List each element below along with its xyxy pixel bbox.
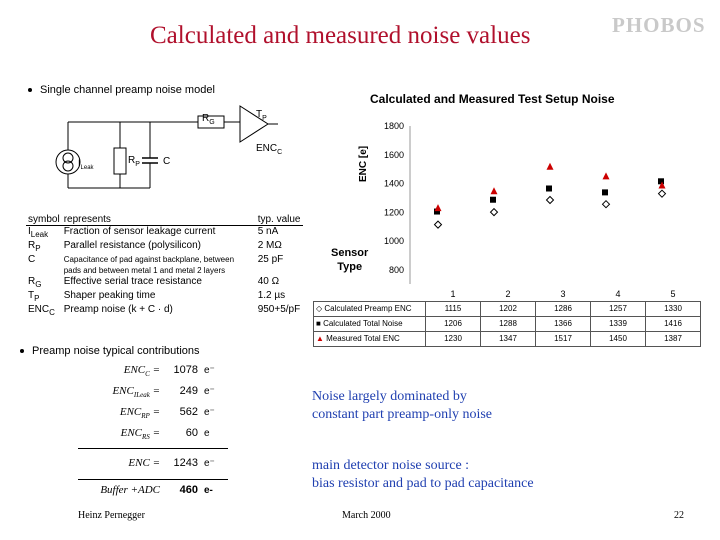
data-point-calculated-total (602, 189, 608, 195)
x-tick-label: 4 (591, 287, 646, 302)
contribution-total-row: ENC = 1243 e⁻ (78, 457, 228, 480)
legend-entry (314, 332, 426, 347)
parameter-table (26, 214, 303, 318)
y-tick-label: 1800 (383, 121, 404, 131)
slide-title: Calculated and measured noise values (150, 22, 531, 49)
page-number: 22 (674, 510, 684, 521)
legend-label: Calculated Total Noise (323, 319, 403, 328)
table-row: $I_{Leak}$ Fraction of sensor leakage current 5 nA (28, 226, 279, 239)
footer-date: March 2000 (342, 510, 391, 521)
data-value-cell: 1286 (536, 302, 591, 317)
chart-data-table (313, 287, 701, 347)
data-point-calculated-preamp (603, 201, 610, 208)
contributions-block (78, 364, 228, 506)
contribution-row: $ENC_{RP}$ = 562 e⁻ (119, 406, 215, 421)
data-point-calculated-total (658, 178, 664, 184)
data-point-measured-total (547, 163, 554, 170)
x-tick-label: 5 (646, 287, 701, 302)
data-value-cell: 1339 (591, 317, 646, 332)
data-point-measured-total (491, 187, 498, 194)
y-axis-label: ENC [e] (358, 145, 369, 182)
chart-series-row (314, 302, 701, 317)
legend-entry (314, 302, 426, 317)
data-point-calculated-preamp (435, 221, 442, 228)
phobos-logo: PHOBOS (612, 13, 706, 37)
plot-area (384, 121, 666, 284)
data-value-cell: 1416 (646, 317, 701, 332)
data-value-cell: 1387 (646, 332, 701, 347)
note-main-noise-source: main detector noise source : bias resistor and pad to pad capacitance (312, 458, 534, 491)
ileak-label: $I_{Leak}$ (78, 158, 94, 171)
buffer-adc-row: Buffer +ADC 460 e- (100, 484, 213, 496)
legend-entry (314, 317, 426, 332)
data-value-cell: 1450 (591, 332, 646, 347)
y-tick-label: 1400 (383, 178, 404, 189)
data-point-calculated-preamp (659, 190, 666, 197)
data-value-cell: 1517 (536, 332, 591, 347)
current-source-icon (56, 150, 80, 174)
legend-marker-icon: ■ (316, 319, 324, 328)
bullet-icon (20, 349, 24, 353)
contribution-row: $ENC_{ILeak}$ = 249 e⁻ (112, 385, 215, 400)
data-point-calculated-total (546, 185, 552, 191)
y-tick-label: 1200 (383, 207, 404, 218)
data-point-measured-total (435, 204, 442, 211)
header-represents: represents (62, 214, 256, 226)
chart-series-row (314, 317, 701, 332)
contributions-heading-text: Preamp noise typical contributions (32, 345, 200, 357)
data-point-calculated-preamp (491, 209, 498, 216)
data-value-cell: 1330 (646, 302, 701, 317)
contribution-row: $ENC_{RS}$ = 60 e (78, 427, 228, 449)
data-value-cell: 1202 (481, 302, 536, 317)
header-typ-value: typ. value (257, 214, 301, 225)
legend-label: Measured Total ENC (326, 334, 400, 343)
header-symbol: symbol (28, 214, 60, 225)
c-label: C (163, 156, 171, 167)
x-tick-label: 2 (481, 287, 536, 302)
chart-series-row (314, 332, 701, 347)
y-tick-label: 1600 (383, 149, 404, 160)
data-point-calculated-preamp (547, 197, 554, 204)
rp-label: $R_P$ (128, 155, 140, 168)
data-value-cell: 1366 (536, 317, 591, 332)
x-tick-label: 3 (536, 287, 591, 302)
chart-category-row (314, 287, 701, 302)
preamp-model-heading (28, 84, 215, 96)
contribution-row: $ENC_C$ = 1078 e⁻ (123, 364, 215, 379)
tp-label: $T_P$ (256, 109, 267, 122)
table-row: $ENC_C$ Preamp noise (k + C · d) 950+5/pF (28, 304, 301, 317)
data-value-cell: 1347 (481, 332, 536, 347)
table-row: $T_P$ Shaper peaking time 1.2 µs (28, 290, 286, 303)
table-row: $R_P$ Parallel resistance (polysilicon) 2 MΩ (28, 240, 282, 253)
rg-label: $R_G$ (202, 113, 215, 126)
note-preamp-dominated: Noise largely dominated by constant part preamp-only noise (312, 389, 493, 422)
category-row-spacer (314, 287, 426, 302)
parameter-table-header (26, 214, 303, 226)
data-point-calculated-total (490, 197, 496, 203)
table-row: $R_G$ Effective serial trace resistance 40 Ω (28, 276, 280, 289)
rp-resistor (114, 148, 126, 174)
footer-author: Heinz Pernegger (78, 510, 145, 521)
x-tick-label: 1 (426, 287, 481, 302)
table-row: C Capacitance of pad against backplane, between pads and between metal 1 and metal 2 layers 25 pF (28, 254, 284, 275)
data-value-cell: 1115 (426, 302, 481, 317)
legend-marker-icon: ◇ (316, 304, 325, 313)
y-tick-label: 1000 (383, 236, 404, 247)
legend-marker-icon: ▲ (316, 334, 327, 343)
data-value-cell: 1288 (481, 317, 536, 332)
data-value-cell: 1206 (426, 317, 481, 332)
bullet-icon (28, 88, 32, 92)
y-tick-label: 800 (388, 265, 404, 275)
data-value-cell: 1230 (426, 332, 481, 347)
enc-label: $ENC_C$ (256, 143, 283, 156)
data-value-cell: 1257 (591, 302, 646, 317)
legend-label: Calculated Preamp ENC (324, 304, 412, 313)
x-axis-label: Sensor Type (331, 247, 369, 273)
contributions-heading (20, 345, 200, 357)
chart-title: Calculated and Measured Test Setup Noise (370, 92, 615, 106)
preamp-model-heading-text: Single channel preamp noise model (40, 84, 215, 96)
data-point-measured-total (603, 172, 610, 179)
